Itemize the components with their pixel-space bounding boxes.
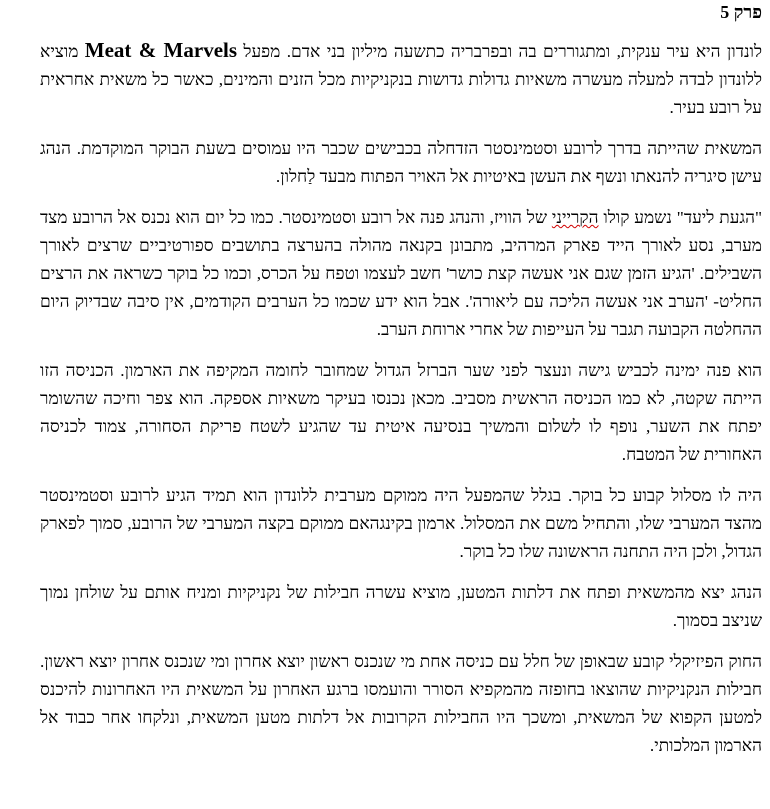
paragraph-3-text-a: "הגעת ליעד" נשמע קולו <box>598 208 762 227</box>
paragraph-4: הוא פנה ימינה לכביש גישה ונעצר לפני שער הברזל הגדול שמחובר לחומה המקיפה את הארמון. הכניסה הזו הייתה שקטה, לא כמו הכניסה הראשית מסביב. מכאן נכנסו בעיקר משאיות אספקה. הוא צפר וחיכה שהשומר יפתח את השער, נופף לו לשלום והמשיך בנסיעה איטית עד שהגיע לשטח פריקת הסחורה, צמוד לכניסה האחורית של המטבח. <box>40 361 762 464</box>
paragraph-2: המשאית שהייתה בדרך לרובע וסטמינסטר הזדחלה בכבישים שכבר היו עמוסים בשעת הבוקר המוקדמת. הנהג עישן סיגריה להנאתו ונשף את העשן באיטיות אל האויר הפתוח מבעד לַחלון. <box>40 139 762 186</box>
paragraph-6: הנהג יצא מהמשאית ופתח את דלתות המטען, מוציא עשרה חבילות של נקניקיות ומניח אותם על שולחן נמוך שניצב בסמוך. <box>40 583 762 630</box>
paragraph-5: היה לו מסלול קבוע כל בוקר. בגלל שהמפעל היה ממוקם מערבית ללונדון הוא תמיד הגיע לרובע וסטמינסטר מהצד המערבי שלו, והתחיל משם את המסלול. ארמון בקינגהאם ממוקם בקצה המערבי של הרובע, סמוך לפארק הגדול, ולכן היה התחנה הראשונה שלו כל בוקר. <box>40 486 762 561</box>
paragraph-1-text-a: לונדון היא עיר ענקית, ומתגוררים בה ובפרבריה כתשעה מיליון בני אדם. מפעל <box>237 42 762 61</box>
paragraph-3 <box>40 204 762 344</box>
paragraph-1-text-b: מוציא ללונדון לבדה למעלה מעשרה משאיות גדולות גדושות בנקניקיות מכל הזנים והמינים, כאשר כל משאית אחראית על רובע בעיר. <box>40 42 762 117</box>
company-name: Meat & Marvels <box>84 38 238 62</box>
paragraph-7: החוק הפיזיקלי קובע שבאופן של חלל עם כניסה אחת מי שנכנס ראשון יוצא אחרון ומי שנכנס אחרון יוצא ראשון. חבילות הנקניקיות שהוצאו בחופזה מהמקפיא הסורר והועמסו ברגע האחרון על המשאית היו האחרונות להיכנס למטען הקפוא של המשאית, ומשכך היו החבילות הקרובות אל דלתות מטען המשאית, ונלקחו אחר כבוד אל הארמון המלכותי. <box>40 652 762 755</box>
paragraph-3-text-b: של הוויז, והנהג פנה אל רובע וסטמינסטר. כמו כל יום הוא נכנס אל הרובע מצד מערב, נסע לאורך הייד פארק המרהיב, מתבונן בקנאה מהולה בהערצה בתושבים ספורטיביים שרצים לאורך השבילים. 'הגיע הזמן שגם אני אעשה קצת כושר' חשב לעצמו וטפח על הכרס, וכמו כל בוקר כשראה את הרצים החליט- 'הערב אני אעשה הליכה עם ליאורה'. אבל הוא ידע שכמו כל הערבים הקודמים, אין סיבה שבדיוק היום ההחלטה הקבועה תגבר על העייפות של אחרי ארוחת הערב. <box>40 208 762 339</box>
spellcheck-word: הקרייני <box>551 208 599 227</box>
chapter-title: פרק 5 <box>720 2 762 22</box>
paragraph-1 <box>40 36 762 122</box>
document-body <box>40 36 762 773</box>
